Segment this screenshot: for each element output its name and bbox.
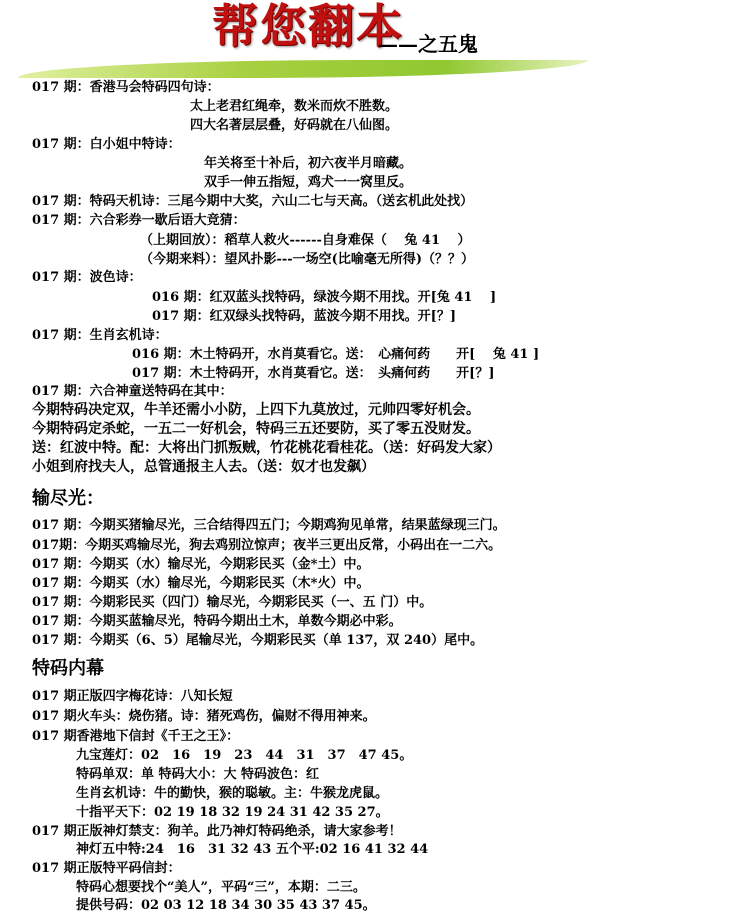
green-banner [18,60,588,78]
section-heading-lose: 输尽光： [32,488,104,509]
poem-heading: 017 期：特码天机诗：三尾今期中大奖，六山二七与天高。（送玄机此处找） [32,194,474,209]
color-line: 017 期：红双绿头找特码，蓝波今期不用找。开[？] [152,309,456,324]
riddle-line: （上期回放）：稻草人救火------自身难保（ 兔 41 ） [140,233,471,248]
poem-line: 今期特码定杀蛇，一五二一好机会，特码三五还要防，买了零五没财发。 [32,421,480,437]
poem-line: 年关将至十补后，初六夜半月暗藏。 [204,156,413,171]
lose-row: 017 期：今期买蓝输尽光，特码今期出土木，单数今期必中彩。 [32,614,402,629]
inside-row: 九宝莲灯：02 16 19 23 44 31 37 47 45。 [76,748,413,763]
poem-line: 太上老君红绳牵，数米而炊不胜数。 [190,99,399,114]
poem-heading: 017 期：六合神童送特码在其中： [32,384,233,399]
inside-row: 特码单双：单 特码大小：大 特码波色：红 [76,767,320,782]
riddle-line: （今期来料）：望风扑影---一场空(比喻毫无所得)（？？） [140,252,474,267]
lose-row: 017 期：今期买（水）输尽光，今期彩民买（木*火）中。 [32,576,370,591]
poem-heading: 017 期：生肖玄机诗： [32,328,168,343]
lose-row: 017期：今期买鸡输尽光，狗去鸡别泣惊声；夜半三更出反常，小码出在一二六。 [32,538,502,553]
section-heading-inside: 特码内幕 [32,658,104,679]
poem-line: 今期特码决定双，牛羊还需小小防，上四下九莫放过，元帅四零好机会。 [32,402,480,418]
inside-row: 十指平天下：02 19 18 32 19 24 31 42 35 27。 [76,805,389,820]
poem-line: 送：红波中特。配：大将出门抓叛贼，竹花桃花看桂花。（送：好码发大家） [32,440,501,456]
inside-row: 生肖玄机诗：牛的勤快，猴的聪敏。主：牛猴龙虎鼠。 [76,786,389,801]
zodiac-line: 017 期：木土特码开，水肖莫看它。送： 头痛何药 开[？] [132,366,495,381]
inside-row: 017 期火车头：烧伤猪。诗：猪死鸡伤，偏财不得用神来。 [32,709,376,724]
poem-heading: 017 期：六合彩券一歇后语大竞猜： [32,213,246,228]
poem-line: 小姐到府找夫人，总管通报主人去。（送：奴才也发飙） [32,459,375,475]
lose-row: 017 期：今期彩民买（四门）输尽光，今期彩民买（一、五 门）中。 [32,595,433,610]
header [0,0,744,80]
inside-row: 神灯五中特:24 16 31 32 43 五个平:02 16 41 32 44 [76,842,429,857]
title-byline: ——之五鬼 [378,32,478,56]
color-line: 016 期：红双蓝头找特码，绿波今期不用找。开[兔 41 ] [152,290,497,305]
lose-row: 017 期：今期买（6、5）尾输尽光，今期彩民买（单 137，双 240）尾中。 [32,633,484,648]
poem-heading: 017 期：香港马会特码四句诗： [32,80,220,95]
poem-line: 双手一伸五指短，鸡犬一一窝里反。 [204,175,413,190]
inside-row: 提供号码：02 03 12 18 34 30 35 43 37 45。 [76,898,376,913]
poem-heading: 017 期：波色诗： [32,270,142,285]
zodiac-line: 016 期：木土特码开，水肖莫看它。送： 心痛何药 开[ 兔 41 ] [132,347,540,362]
poem-heading: 017 期：白小姐中特诗： [32,137,181,152]
inside-row: 017 期香港地下信封《千王之王》： [32,729,240,744]
lose-row: 017 期：今期买猪输尽光，三合结得四五门；今期鸡狗见单常，结果蓝绿现三门。 [32,518,506,533]
page-title: 帮您翻本 [212,0,404,53]
inside-row: 017 期正版特平码信封： [32,861,181,876]
inside-row: 017 期正版神灯禁支：狗羊。此乃神灯特码绝杀，请大家参考！ [32,824,402,839]
inside-row: 017 期正版四字梅花诗：八知长短 [32,689,233,704]
lose-row: 017 期：今期买（水）输尽光，今期彩民买（金*土）中。 [32,557,370,572]
poem-line: 四大名著层层叠，好码就在八仙图。 [190,118,399,133]
inside-row: 特码心想要找个“美人”，平码“三”，本期：二三。 [76,880,366,895]
